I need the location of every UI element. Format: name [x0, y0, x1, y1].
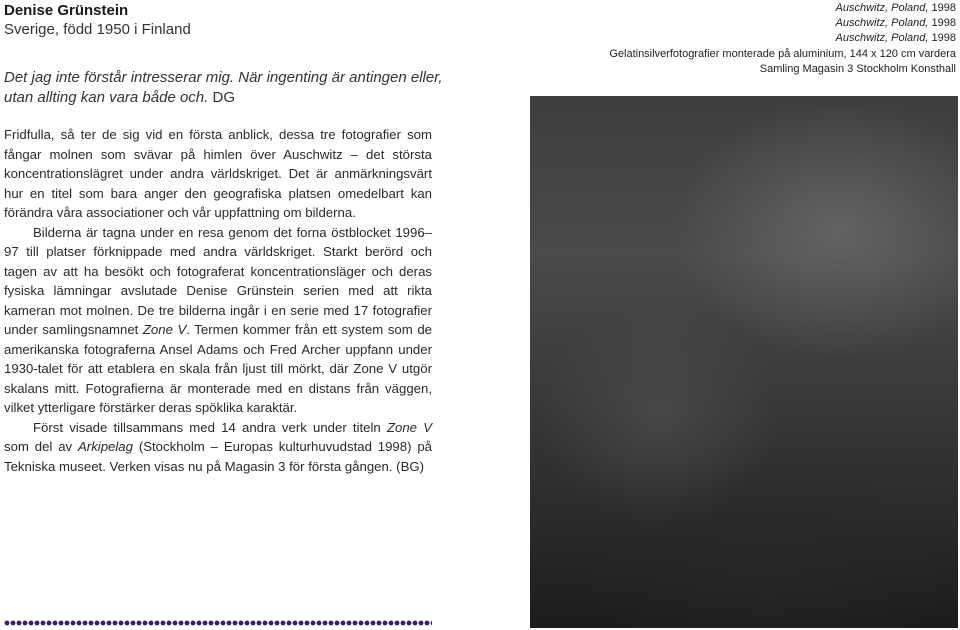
caption-medium: Gelatinsilverfotografier monterade på aluminium, 144 x 120 cm vardera	[609, 47, 956, 60]
caption-work-3	[516, 31, 956, 46]
artist-name: Denise Grünstein	[4, 2, 129, 19]
decorative-dot-rule	[4, 620, 432, 626]
body-paragraph-3	[4, 418, 432, 477]
work-year: 1998	[931, 2, 956, 14]
artist-quote	[4, 68, 444, 108]
quote-text: Det jag inte förstår intresserar mig. När ingenting är antingen eller, utan allting kan vara både och.	[4, 69, 443, 106]
cloud-photograph	[530, 96, 958, 628]
artist-origin: Sverige, född 1950 i Finland	[4, 21, 191, 38]
p3-text-c: (Stockholm – Europas kulturhuvudstad 1998) på Tekniska museet. Verken visas nu på Magasin 3 för första gången. (BG)	[4, 439, 432, 474]
artwork-caption	[516, 1, 956, 77]
p2-text-a: Bilderna är tagna under en resa genom det forna östblocket 1996–97 till platser förknippade med andra världskriget. Starkt berörd och tagen av att ha besökt och fotograferat koncentrationsläger och deras fysiska lämningar avslutade Denise Grünstein serien med att rikta kameran mot molnen. De tre bilderna ingår i en serie med 17 fotografier under samlingsnamnet	[4, 224, 432, 337]
series-title: Zone V	[142, 322, 187, 337]
work-title: Auschwitz, Poland,	[835, 2, 929, 14]
p3-text-b: som del av	[4, 439, 78, 454]
p3-text-a: Först visade tillsammans med 14 andra verk under titeln	[33, 419, 387, 435]
work-title: Auschwitz, Poland,	[835, 17, 929, 30]
p2-text-b: . Termen kommer från ett system som de amerikanska fotograferna Ansel Adams och Fred Archer uppfann under 1930-talet för att etablera en skala från ljust till mörkt, där Zone V utgör skalans mitt. Fotografierna är monterade med en distans från väggen, vilket ytterligare förstärker deras spöklika karaktär.	[4, 322, 432, 415]
exhibition-work-title: Zone V	[386, 419, 432, 435]
body-paragraph-1: Fridfulla, så ter de sig vid en första anblick, dessa tre fotografier som fångar molnen som svävar på himlen över Auschwitz – det största koncentrationslägret under andra världskriget. Det är anmärkningsvärt hur en titel som bara anger den geografiska platsen omedelbart kan förändra våra associationer och vår uppfattning om bilderna.	[4, 127, 432, 220]
caption-collection: Samling Magasin 3 Stockholm Konsthall	[759, 62, 956, 75]
quote-signature: DG	[212, 89, 235, 106]
body-text	[4, 125, 432, 476]
caption-work-2	[516, 16, 956, 31]
exhibition-name: Arkipelag	[78, 439, 133, 454]
caption-work-1	[516, 1, 956, 16]
work-year: 1998	[931, 17, 956, 30]
work-title: Auschwitz, Poland,	[835, 32, 929, 45]
artist-header	[4, 0, 434, 39]
body-paragraph-2	[4, 223, 432, 418]
work-year: 1998	[931, 32, 956, 45]
